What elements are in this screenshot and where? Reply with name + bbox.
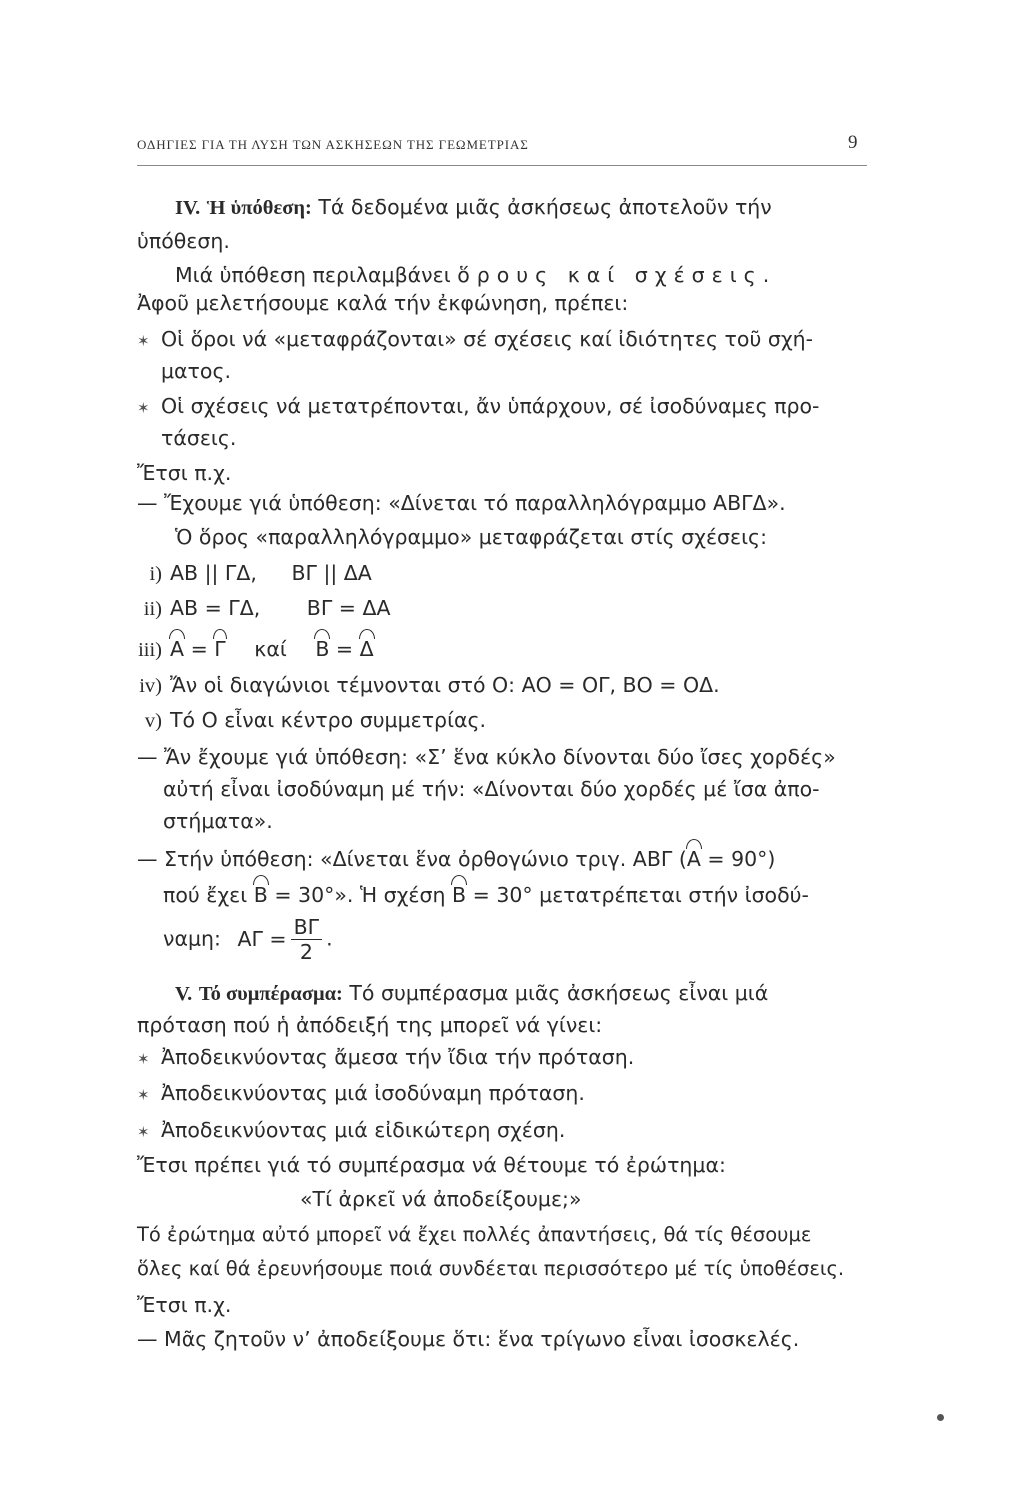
- star-bullet-icon: ✶: [137, 399, 150, 417]
- relation-iii: [130, 636, 374, 663]
- relation-text: Ἄν οἱ διαγώνιοι τέμνονται στό Ο: ΑΟ = ΟΓ, ΒΟ = ΟΔ.: [170, 673, 720, 697]
- example-2: — Ἄν ἔχουμε γιά ὑπόθεση: «Σ’ ἕνα κύκλο δίνονται δύο ἴσες χορδές»: [137, 745, 836, 769]
- bullet-line: [137, 326, 813, 354]
- bullet-text: Ἀποδεικνύοντας μιά ἰσοδύναμη πρόταση.: [161, 1081, 585, 1105]
- angle-g: Γ: [214, 637, 226, 661]
- bullet-text: Ἀποδεικνύοντας μιά εἰδικώτερη σχέση.: [161, 1118, 566, 1142]
- relation-label: iii): [138, 639, 162, 661]
- example-1: — Ἔχουμε γιά ὑπόθεση: «Δίνεται τό παραλληλόγραμμο ΑΒΓΔ».: [137, 491, 786, 515]
- ex3-text: = 30°». Ἡ σχέση: [274, 883, 446, 907]
- ex3-text: πού ἔχει: [163, 883, 248, 907]
- relation-b: ΒΓ || ΔΑ: [291, 561, 372, 585]
- contains-line: [175, 262, 776, 288]
- angle-b: Β: [253, 883, 268, 907]
- bullet-line: [137, 393, 819, 421]
- header-rule: [137, 165, 867, 166]
- contains-emphasis: ὅρους καί σχέσεις.: [457, 263, 777, 287]
- contains-text: Μιά ὑπόθεση περιλαμβάνει: [175, 263, 451, 287]
- angle-a: Α: [170, 637, 185, 661]
- example-3: [137, 846, 775, 872]
- star-bullet-icon: ✶: [137, 1086, 150, 1104]
- relation-label: iv): [139, 675, 162, 697]
- running-header: ΟΔΗΓΙΕΣ ΓΙΑ ΤΗ ΛΥΣΗ ΤΩΝ ΑΣΚΗΣΕΩΝ ΤΗΣ ΓΕΩΜΕΤΡΙΑΣ: [137, 137, 529, 152]
- example-2-cont: στήματα».: [163, 809, 273, 833]
- section-v-intro: Τό συμπέρασμα μιᾶς ἀσκήσεως εἶναι μιά: [349, 981, 769, 1005]
- paragraph: Τό ἐρώτημα αὐτό μπορεῖ νά ἔχει πολλές ἀπαντήσεις, θά τίς θέσουμε: [137, 1223, 812, 1246]
- relation-a: ΑΒ || ΓΔ,: [170, 561, 257, 585]
- after-line: Ἀφοῦ μελετήσουμε καλά τήν ἐκφώνηση, πρέπει:: [137, 291, 629, 315]
- ink-spot: [937, 1414, 944, 1421]
- formula-lhs: ΑΓ =: [237, 926, 287, 951]
- relation-ii: [130, 595, 391, 622]
- example-label: Ἔτσι π.χ.: [137, 461, 232, 485]
- section-iv-number: IV.: [175, 197, 201, 219]
- relation-label: v): [144, 710, 162, 732]
- ex3-text: = 30° μετατρέπεται στήν ἰσοδύ-: [472, 883, 809, 907]
- fraction-numerator: ΒΓ: [291, 915, 323, 940]
- relation-label: ii): [143, 598, 162, 620]
- angle-b: Β: [452, 883, 467, 907]
- example-3-formula: [163, 915, 333, 964]
- bullet-line: [137, 1117, 565, 1145]
- bullet-line: [137, 1080, 585, 1108]
- fraction-denominator: 2: [299, 940, 313, 964]
- bullet-cont: τάσεις.: [161, 426, 237, 450]
- relation-i: [130, 560, 372, 587]
- star-bullet-icon: ✶: [137, 332, 150, 350]
- section-v-number: V.: [175, 983, 193, 1005]
- formula-end: .: [326, 926, 333, 951]
- section-iv-heading-line: [175, 194, 772, 221]
- bullet-cont: ματος.: [161, 359, 231, 383]
- bullet-text: Ἀποδεικνύοντας ἄμεσα τήν ἴδια τήν πρόταση.: [161, 1045, 635, 1069]
- example-1: — Μᾶς ζητοῦν ν’ ἀποδείξουμε ὅτι: ἕνα τρίγωνο εἶναι ἰσοσκελές.: [137, 1327, 800, 1351]
- ex3-text: — Στήν ὑπόθεση: «Δίνεται ἕνα ὀρθογώνιο τριγ. ΑΒΓ (: [137, 847, 687, 871]
- question: «Τί ἀρκεῖ νά ἀποδείξουμε;»: [300, 1187, 582, 1211]
- relation-text: Τό Ο εἶναι κέντρο συμμετρίας.: [170, 708, 487, 732]
- example-label: Ἔτσι π.χ.: [137, 1293, 232, 1317]
- example-3-cont: [163, 882, 809, 908]
- question-intro: Ἔτσι πρέπει γιά τό συμπέρασμα νά θέτουμε τό ἐρώτημα:: [137, 1153, 726, 1177]
- section-iv-intro-cont: ὑπόθεση.: [137, 229, 230, 253]
- equals: =: [335, 637, 354, 661]
- ex3-text: ναμη:: [163, 926, 221, 951]
- relation-b: ΒΓ = ΔΑ: [306, 596, 391, 620]
- section-v-title: Τό συμπέρασμα:: [198, 983, 343, 1005]
- section-v-heading-line: [175, 980, 768, 1007]
- relation-iv: [130, 672, 720, 699]
- angle-b: Β: [315, 637, 330, 661]
- section-iv-intro: Τά δεδομένα μιᾶς ἀσκήσεως ἀποτελοῦν τήν: [318, 195, 772, 219]
- star-bullet-icon: ✶: [137, 1050, 150, 1068]
- bullet-text: Οἱ ὅροι νά «μεταφράζονται» σέ σχέσεις καί ἰδιότητες τοῦ σχή-: [161, 327, 814, 351]
- and-word: καί: [254, 637, 287, 661]
- angle-d: Δ: [359, 637, 374, 661]
- relation-v: [130, 707, 486, 734]
- page-number: 9: [848, 132, 858, 153]
- bullet-line: [137, 1044, 634, 1072]
- ex3-text: = 90°): [707, 847, 776, 871]
- relation-a: ΑΒ = ΓΔ,: [170, 596, 261, 620]
- fraction: [291, 915, 323, 964]
- section-v-intro-cont: πρόταση πού ἡ ἀπόδειξή της μπορεῖ νά γίνει:: [137, 1013, 603, 1037]
- star-bullet-icon: ✶: [137, 1123, 150, 1141]
- example-1-note: Ὁ ὅρος «παραλληλόγραμμο» μεταφράζεται στίς σχέσεις:: [175, 525, 767, 549]
- equals: =: [190, 637, 208, 661]
- angle-a: Α: [686, 847, 701, 871]
- relation-label: i): [149, 563, 162, 585]
- example-2-cont: αὐτή εἶναι ἰσοδύναμη μέ τήν: «Δίνονται δύο χορδές μέ ἴσα ἀπο-: [163, 777, 820, 801]
- bullet-text: Οἱ σχέσεις νά μετατρέπονται, ἄν ὑπάρχουν, σέ ἰσοδύναμες προ-: [161, 394, 820, 418]
- section-iv-title: Ἡ ὑπόθεση:: [206, 197, 312, 219]
- paragraph: ὅλες καί θά ἐρευνήσουμε ποιά συνδέεται περισσότερο μέ τίς ὑποθέσεις.: [137, 1257, 845, 1280]
